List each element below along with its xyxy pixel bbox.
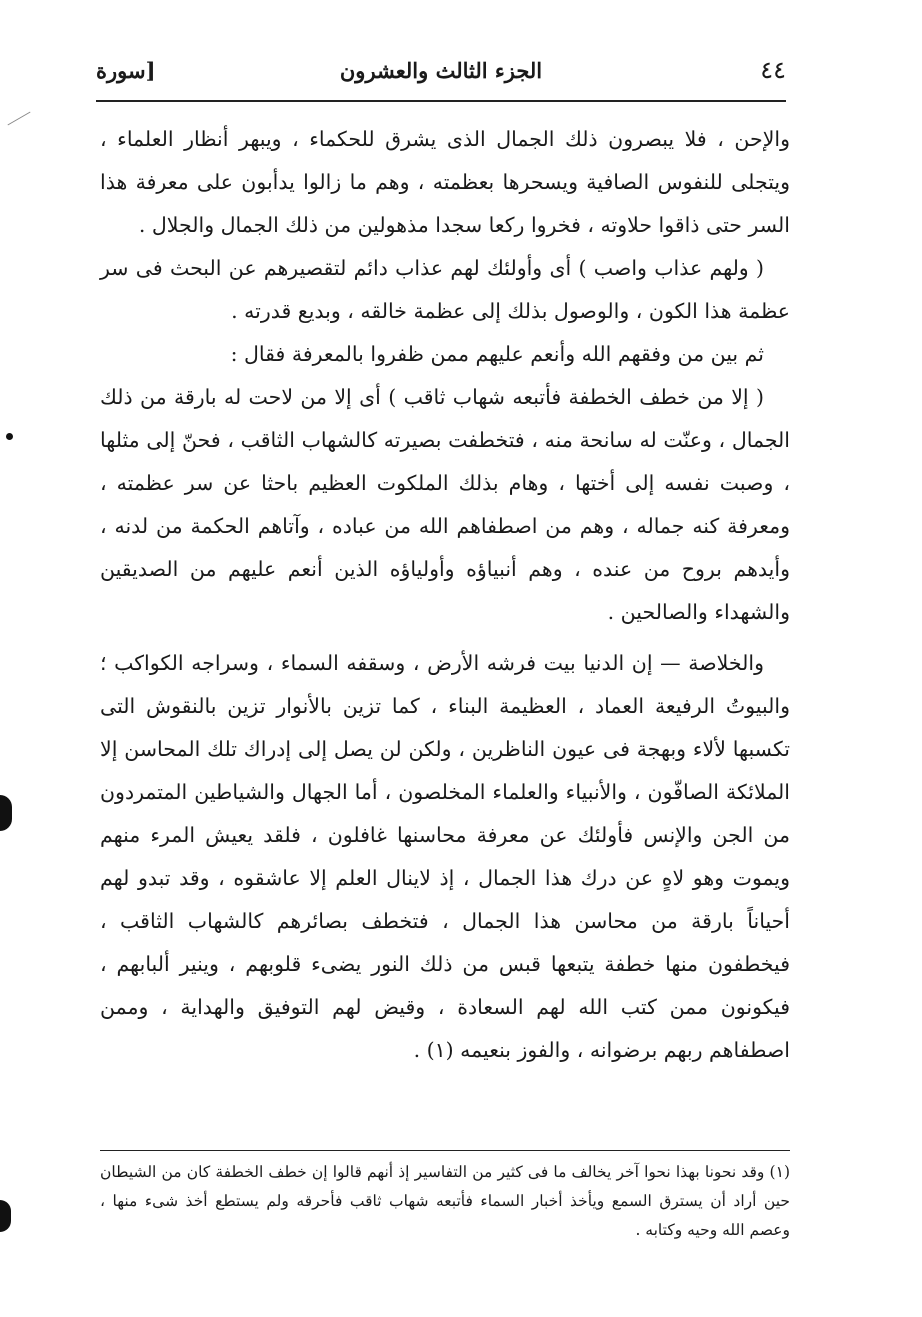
scan-stray-mark bbox=[7, 112, 30, 126]
scan-edge-mark bbox=[0, 1200, 11, 1232]
paragraph: ( إلا من خطف الخطفة فأتبعه شهاب ثاقب ) أى إلا من لاحت له بارقة من ذلك الجمال ، وعنّت له سانحة منه ، فتخطفت بصيرته كالشهاب الثاقب ، فحنّ إلى مثلها ، وصبت نفسه إلى أختها ، وهام بذلك الملكوت العظيم باحثا عن سر عظمته ، ومعرفة كنه جماله ، وهم من اصطفاهم الله من عباده ، وآتاهم الحكمة من لدنه ، وأيدهم بروح من عنده ، وهم أنبياؤه وأولياؤه الذين أنعم عليهم من الصديقين والشهداء والصالحين . bbox=[100, 385, 790, 624]
paragraph: والخلاصة — إن الدنيا بيت فرشه الأرض ، وسقفه السماء ، وسراجه الكواكب ؛ والبيوتُ الرفيعة العماد ، العظيمة البناء ، كما تزين بالأنوار تزين بالنقوش التى تكسبها لألاء وبهجة فى عيون الناظرين ، ولكن لن يصل إلى إدراك تلك المحاسن إلا الملائكة الصافّون ، والأنبياء والعلماء المخلصون ، أما الجهال والشياطين المتمردون من الجن والإنس فأولئك عن معرفة محاسنها غافلون ، فلقد يعيش المرء منهم ويموت وهو لاهٍ عن درك هذا الجمال ، إذ لاينال العلم إلا عاشقوه ، وقد تبدو لهم أحياناً بارقة من محاسن هذا الجمال ، فتخطف بصائرهم كالشهاب الثاقب ، فيخطفون منها خطفة يتبعها قبس من ذلك النور يضىء قلوبهم ، وينير ألبابهم ، فيكونون ممن كتب الله لهم السعادة ، وقيض لهم التوفيق والهداية ، وممن اصطفاهم ربهم برضوانه ، والفوز بنعيمه (١) . bbox=[100, 651, 790, 1062]
running-title: الجزء الثالث والعشرون bbox=[339, 58, 543, 83]
footnote: (١) وقد نحونا بهذا نحوا آخر يخالف ما فى كثير من التفاسير إذ أنهم قالوا إن خطف الخطفة كان من الشيطان حين أراد أن يسترق السمع ويأخذ أخبار السماء فأتبعه شهاب ثاقب فأحرقه ولم يستطع أخذ شىء منها ، وعصم الله وحيه وكتابه . bbox=[100, 1163, 790, 1239]
paragraph: ثم بين من وفقهم الله وأنعم عليهم ممن ظفروا بالمعرفة فقال : bbox=[230, 342, 764, 366]
page-header bbox=[96, 54, 786, 100]
footnote-rule bbox=[100, 1150, 790, 1151]
body-text bbox=[100, 118, 790, 1072]
paragraph: والإحن ، فلا يبصرون ذلك الجمال الذى يشرق للحكماء ، ويبهر أنظار العلماء ، ويتجلى للنفوس الصافية ويسحرها بعظمته ، وهم ما زالوا يدأبون على معرفة هذا السر حتى ذاقوا حلاوته ، فخروا ركعا سجدا مذهولين من ذلك الجمال والجلال . bbox=[100, 127, 790, 237]
page-number: ٤٤ bbox=[760, 56, 786, 84]
surah-label: [سورة bbox=[96, 58, 156, 83]
paragraph: ( ولهم عذاب واصب ) أى وأولئك لهم عذاب دائم لتقصيرهم عن البحث فى سر عظمة هذا الكون ، والوصول بذلك إلى عظمة خالقه ، وبديع قدرته . bbox=[100, 256, 790, 323]
header-rule bbox=[96, 100, 786, 102]
scan-edge-mark bbox=[0, 795, 12, 831]
scan-edge-mark bbox=[6, 433, 13, 440]
